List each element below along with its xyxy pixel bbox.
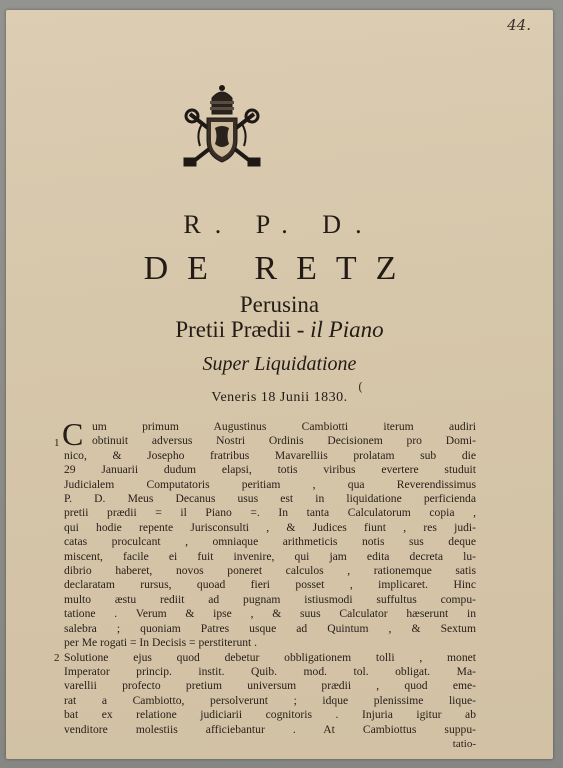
judge-name: DE RETZ: [143, 250, 416, 287]
text-line: Imperator princip. instit. Quib. mod. tol. obligat. Ma-: [64, 664, 476, 678]
text-line: nico, & Josepho fratribus Mavarelliis prolatam sub die: [64, 448, 476, 462]
text-line: P. D. Meus Decanus usus est in liquidatione perficienda: [64, 492, 476, 506]
paragraph-2: [54, 650, 476, 750]
text-line: catas proculcant , omniaque arithmeticis notis sus deque: [64, 535, 476, 549]
drop-cap: C: [62, 416, 84, 452]
paragraph-1: [54, 416, 476, 651]
page-number: 44.: [507, 16, 531, 34]
text-line: per Me rogati = In Decisis = perstiterunt .: [64, 636, 258, 650]
text-line: multo æstu rediit ad pugnam istiusmodi suffultus compu-: [64, 592, 476, 606]
text-line: obtinuit adversus Nostri Ordinis Decisionem pro Domi-: [92, 434, 476, 448]
document-page: [6, 10, 553, 759]
text-line: declaratam rursus, quoad fieri posset , implicaret. Hinc: [64, 578, 476, 592]
case-subject: [6, 317, 553, 343]
papal-crest-icon: [182, 84, 262, 170]
catchword: tatio-: [452, 737, 476, 750]
case-city: Perusina: [239, 292, 320, 317]
paragraph-marker: 1: [54, 437, 60, 449]
paragraph-marker: 2: [54, 651, 60, 664]
case-subject-italic: il Piano: [310, 317, 384, 342]
text-line: 29 Januarii dudum elapsi, totis viribus evertere studuit: [64, 463, 476, 477]
text-line: salebra ; quoniam Patres usque ad Quintum , & Sextum: [64, 621, 476, 635]
text-line: tatione . Verum & ipse , & suus Calculator hæserunt in: [64, 607, 476, 621]
case-subject-roman: Pretii Prædii -: [175, 317, 311, 342]
case-motion: Super Liquidatione: [202, 353, 357, 375]
text-line: Solutione ejus quod debetur obbligationem tolli , monet: [64, 650, 476, 664]
text-line: pretii prædii = il Piano =. In tanta Calculatorum copia ,: [64, 506, 476, 520]
rpd-abbreviation: R. P. D.: [183, 210, 376, 239]
text-line: varellii profecto pretium universum prædii , quod eme-: [64, 679, 476, 693]
text-line: venditore molestiis afficiebantur . At Cambiottus suppu-: [64, 722, 476, 736]
text-line: bat ex relatione judiciarii cognitoris . Injuria igitur ab: [64, 708, 476, 722]
text-line: miscent, facile ei fuit invenire, qui jam edita decreta lu-: [64, 549, 476, 563]
body-text: [54, 416, 476, 750]
text-line: Judicialem Computatoris peritiam , qua Reverendissimus: [64, 477, 476, 491]
stray-mark: (: [358, 380, 363, 394]
text-line: dibrio haberet, novos poneret calculos , rationemque satis: [64, 564, 476, 578]
text-line: rat a Cambiotto, persolverunt ; idque plenissime lique-: [64, 693, 476, 707]
text-line: um primum Augustinus Cambiotti iterum audiri: [92, 420, 476, 433]
text-line: qui hodie repente Jurisconsulti , & Judices fiunt , res judi-: [64, 520, 476, 534]
hearing-date: Veneris 18 Junii 1830.: [211, 390, 348, 405]
